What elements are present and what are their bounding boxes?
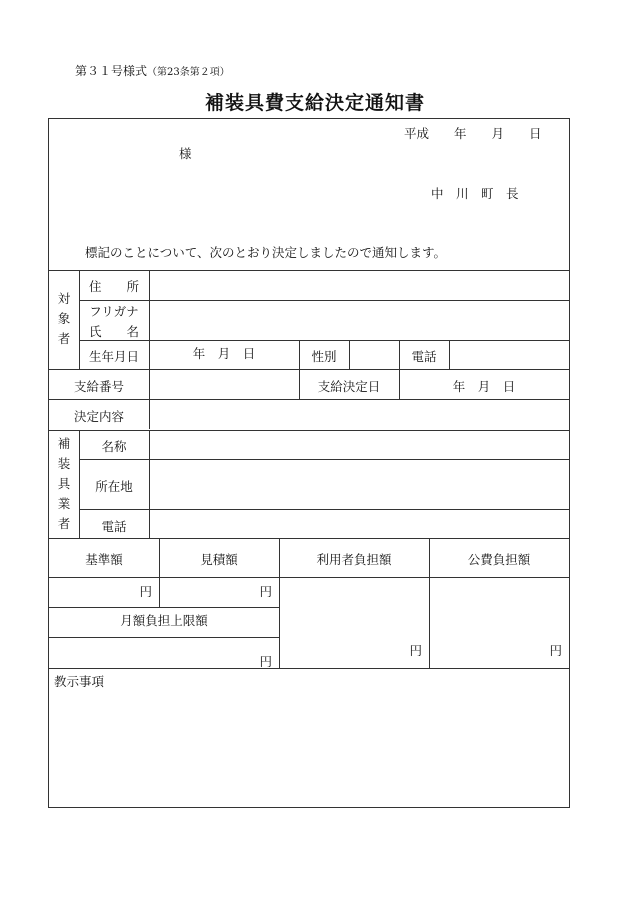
public-burden-yen: 円 bbox=[549, 643, 562, 658]
vendor-group-char: 業 bbox=[57, 496, 71, 511]
vendor-group-char: 具 bbox=[57, 476, 71, 491]
issuer-name: 中 川 町 長 bbox=[431, 186, 519, 201]
notice-text: 標記のことについて、次のとおり決定しましたので通知します。 bbox=[85, 245, 447, 260]
payment-number-label: 支給番号 bbox=[73, 379, 124, 394]
standard-amount-yen: 円 bbox=[139, 584, 152, 599]
name-label: 氏 名 bbox=[88, 324, 139, 339]
document-title: 補装具費支給決定通知書 bbox=[204, 92, 425, 114]
subject-group-label bbox=[54, 289, 74, 349]
monthly-limit-yen: 円 bbox=[259, 654, 272, 669]
subject-group-char: 者 bbox=[57, 331, 71, 346]
monthly-limit-label: 月額負担上限額 bbox=[120, 613, 208, 628]
address-label: 住 所 bbox=[88, 279, 139, 294]
vendor-name-label: 名称 bbox=[101, 439, 127, 454]
form-number: 第３１号様式 bbox=[75, 64, 148, 78]
vendor-group-label bbox=[54, 434, 74, 534]
phone-label: 電話 bbox=[411, 349, 437, 364]
public-burden-label: 公費負担額 bbox=[467, 552, 531, 567]
vendor-group-char: 装 bbox=[57, 456, 71, 471]
form-reference: （第23条第２項） bbox=[147, 67, 230, 78]
vendor-location-label: 所在地 bbox=[95, 479, 133, 494]
subject-group-char: 象 bbox=[57, 311, 71, 326]
decision-content-label: 決定内容 bbox=[73, 409, 124, 424]
user-burden-yen: 円 bbox=[409, 643, 422, 658]
standard-amount-label: 基準額 bbox=[85, 552, 123, 567]
birthdate-value: 年 月 日 bbox=[192, 346, 256, 361]
birthdate-label: 生年月日 bbox=[88, 349, 139, 364]
furigana-label: フリガナ bbox=[89, 304, 139, 319]
addressee-suffix: 様 bbox=[179, 146, 192, 161]
sex-label: 性別 bbox=[311, 349, 337, 364]
form-number-label bbox=[75, 62, 230, 79]
estimate-amount-yen: 円 bbox=[259, 584, 272, 599]
notice-form-table bbox=[48, 118, 570, 808]
instructions-label: 教示事項 bbox=[54, 674, 105, 689]
decision-date-label: 支給決定日 bbox=[317, 379, 381, 394]
vendor-group-char: 者 bbox=[57, 516, 71, 531]
vendor-group-char: 補 bbox=[57, 436, 71, 451]
issue-date: 平成 年 月 日 bbox=[404, 126, 542, 141]
subject-group-char: 対 bbox=[57, 291, 71, 306]
estimate-amount-label: 見積額 bbox=[200, 552, 238, 567]
vendor-phone-label: 電話 bbox=[101, 519, 127, 534]
user-burden-label: 利用者負担額 bbox=[316, 552, 392, 567]
decision-date-value: 年 月 日 bbox=[452, 379, 516, 394]
